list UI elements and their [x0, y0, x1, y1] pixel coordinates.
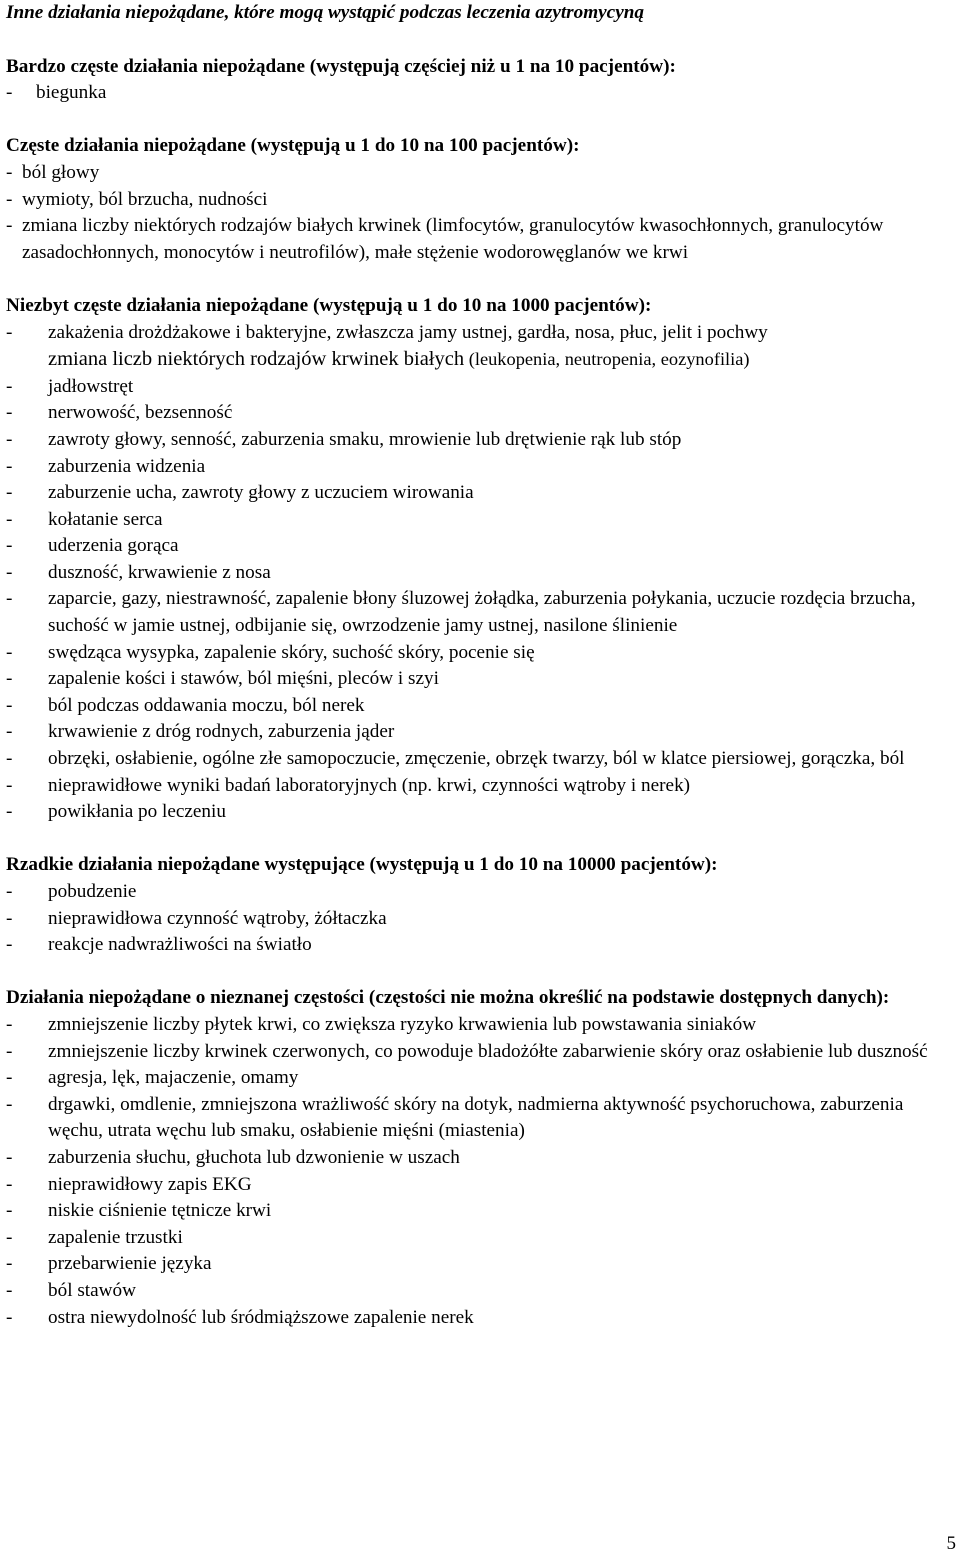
list-item	[6, 400, 956, 427]
document-title: Inne działania niepożądane, które mogą wystąpić podczas leczenia azytromycyną	[6, 2, 644, 23]
list-dash: -	[6, 881, 13, 902]
list-item-text: zaburzenie ucha, zawroty głowy z uczuciem wirowania	[48, 482, 474, 504]
list-item-text: pobudzenie	[48, 881, 137, 902]
list-item	[6, 879, 956, 906]
list-item	[6, 1305, 956, 1332]
list-dash: -	[6, 801, 13, 823]
list-item	[6, 666, 956, 693]
list-item-text: swędząca wysypka, zapalenie skóry, suchość skóry, pocenie się	[48, 641, 535, 663]
list-dash: -	[6, 1306, 13, 1328]
list-dash: -	[6, 588, 13, 610]
list-item	[6, 906, 956, 933]
list-item	[6, 586, 956, 639]
list-dash: -	[6, 402, 13, 424]
list-item	[6, 640, 956, 667]
list-item-text: agresja, lęk, majaczenie, omamy	[48, 1067, 299, 1089]
list-item	[6, 1092, 956, 1145]
list-dash: -	[6, 561, 13, 583]
list-item-text: biegunka	[36, 82, 107, 104]
list-item	[6, 480, 956, 507]
list-item	[6, 80, 956, 107]
list-item	[6, 1012, 956, 1039]
list-item	[6, 932, 956, 959]
section-heading-unknown: Działania niepożądane o nieznanej częstości (częstości nie można określić na podstawie dostępnych danych):	[6, 987, 890, 1009]
list-item-text: zaparcie, gazy, niestrawność, zapalenie błony śluzowej żołądka, zaburzenia połykania, uczucie rozdęcia brzucha, suchość w jamie ustnej, odbijanie się, owrzodzenie jamy ustnej, nasilone ślinienie	[48, 588, 916, 637]
list-dash: -	[6, 535, 13, 557]
list-item-text: zaburzenia widzenia	[48, 455, 206, 477]
plain-line	[6, 346, 956, 374]
list-item	[6, 1198, 956, 1225]
list-item-text: reakcje nadwrażliwości na światło	[48, 934, 312, 956]
list-item	[6, 1225, 956, 1252]
unknown-list	[6, 1012, 956, 1331]
list-item-text: zapalenie trzustki	[48, 1226, 183, 1248]
list-dash: -	[6, 1173, 13, 1195]
list-dash: -	[6, 907, 13, 929]
list-item-text: uderzenia gorąca	[48, 535, 179, 557]
list-dash: -	[6, 934, 13, 956]
section-heading-uncommon: Niezbyt częste działania niepożądane (występują u 1 do 10 na 1000 pacjentów):	[6, 294, 652, 316]
list-item-text: wymioty, ból brzucha, nudności	[22, 188, 268, 210]
list-dash: -	[6, 1279, 13, 1301]
list-item-text: zmniejszenie liczby krwinek czerwonych, co powoduje bladożółte zabarwienie skóry oraz osłabienie lub duszność	[48, 1040, 928, 1062]
list-dash: -	[6, 1067, 13, 1089]
list-item	[6, 560, 956, 587]
list-item	[6, 320, 956, 347]
list-item-text: przebarwienie języka	[48, 1253, 212, 1275]
list-dash: -	[6, 694, 13, 716]
list-dash: -	[6, 1200, 13, 1222]
list-item	[6, 1145, 956, 1172]
list-dash: -	[6, 1253, 13, 1275]
list-dash: -	[6, 455, 13, 477]
list-dash: -	[6, 82, 13, 104]
list-dash: -	[6, 668, 13, 690]
list-dash: -	[6, 321, 13, 343]
list-item	[6, 693, 956, 720]
list-item	[6, 1065, 956, 1092]
uncommon-list	[6, 374, 956, 826]
list-item-text: zmniejszenie liczby płytek krwi, co zwiększa ryzyko krwawienia lub powstawania siniaków	[48, 1013, 757, 1035]
list-dash: -	[6, 721, 13, 743]
list-item	[6, 1278, 956, 1305]
list-dash: -	[6, 161, 13, 183]
list-item-text: nieprawidłowa czynność wątroby, żółtaczka	[48, 907, 387, 929]
list-item	[6, 533, 956, 560]
list-dash: -	[6, 1040, 13, 1062]
list-item-text: zawroty głowy, senność, zaburzenia smaku, mrowienie lub drętwienie rąk lub stóp	[48, 428, 682, 450]
list-item-text: duszność, krwawienie z nosa	[48, 561, 271, 583]
list-item-text: ból stawów	[48, 1279, 136, 1301]
list-item	[6, 374, 956, 401]
list-dash: -	[6, 508, 13, 530]
rare-list	[6, 879, 956, 959]
list-item-text: obrzęki, osłabienie, ogólne złe samopoczucie, zmęczenie, obrzęk twarzy, ból w klatce piersiowej, gorączka, ból	[48, 748, 905, 770]
list-item-text: nieprawidłowe wyniki badań laboratoryjnych (np. krwi, czynności wątroby i nerek)	[48, 774, 691, 796]
list-item	[6, 454, 956, 481]
list-item-text: ostra niewydolność lub śródmiąższowe zapalenie nerek	[48, 1306, 474, 1328]
page-number: 5	[946, 1533, 956, 1554]
list-item-text: kołatanie serca	[48, 508, 163, 530]
document-page	[6, 0, 956, 1331]
list-item	[6, 799, 956, 826]
list-item-text: ból głowy	[22, 161, 100, 183]
list-item	[6, 1039, 956, 1066]
list-item-text: krwawienie z dróg rodnych, zaburzenia jąder	[48, 721, 395, 743]
list-dash: -	[6, 1013, 13, 1035]
list-item-text: niskie ciśnienie tętnicze krwi	[48, 1200, 272, 1222]
list-dash: -	[6, 215, 13, 237]
section-heading-common: Częste działania niepożądane (występują u 1 do 10 na 100 pacjentów):	[6, 135, 580, 157]
list-item-text: zmiana liczby niektórych rodzajów białych krwinek (limfocytów, granulocytów kwasochłonnych, granulocytów zasadochłonnych, monocytów i neutrofilów), małe stężenie wodorowęglanów we krwi	[22, 215, 884, 263]
list-item-text: powikłania po leczeniu	[48, 801, 226, 823]
list-item	[6, 507, 956, 534]
list-item	[6, 160, 956, 187]
list-dash: -	[6, 375, 13, 397]
list-item	[6, 213, 956, 266]
list-dash: -	[6, 482, 13, 504]
list-item	[6, 427, 956, 454]
list-dash: -	[6, 1093, 13, 1115]
list-item	[6, 1172, 956, 1199]
list-item	[6, 773, 956, 800]
plain-line-part-b: (leukopenia, neutropenia, eozynofilia)	[464, 349, 750, 370]
list-dash: -	[6, 748, 13, 770]
list-dash: -	[6, 641, 13, 663]
list-item-text: nerwowość, bezsenność	[48, 402, 233, 424]
list-dash: -	[6, 1226, 13, 1248]
list-item-text: jadłowstręt	[48, 375, 134, 397]
list-item-text: zaburzenia słuchu, głuchota lub dzwonienie w uszach	[48, 1146, 460, 1168]
list-item	[6, 1251, 956, 1278]
list-dash: -	[6, 1146, 13, 1168]
list-dash: -	[6, 428, 13, 450]
list-item	[6, 187, 956, 214]
list-item-text: zapalenie kości i stawów, ból mięśni, pleców i szyi	[48, 668, 439, 690]
list-item-text: drgawki, omdlenie, zmniejszona wrażliwość skóry na dotyk, nadmierna aktywność psychoruchowa, zaburzenia węchu, utrata węchu lub smaku, osłabienie mięśni (miastenia)	[48, 1093, 904, 1142]
list-item	[6, 719, 956, 746]
plain-line-part-a: zmiana liczb niektórych rodzajów krwinek białych	[48, 348, 465, 371]
section-heading-very-common: Bardzo częste działania niepożądane (występują częściej niż u 1 na 10 pacjentów):	[6, 55, 676, 77]
list-item-text: ból podczas oddawania moczu, ból nerek	[48, 694, 365, 716]
list-item-text: zakażenia drożdżakowe i bakteryjne, zwłaszcza jamy ustnej, gardła, nosa, płuc, jelit i pochwy	[48, 321, 768, 343]
section-heading-rare: Rzadkie działania niepożądane występujące (występują u 1 do 10 na 10000 pacjentów):	[6, 854, 718, 876]
list-item	[6, 746, 956, 773]
list-dash: -	[6, 188, 13, 210]
list-item-text: nieprawidłowy zapis EKG	[48, 1173, 252, 1195]
list-dash: -	[6, 774, 13, 796]
